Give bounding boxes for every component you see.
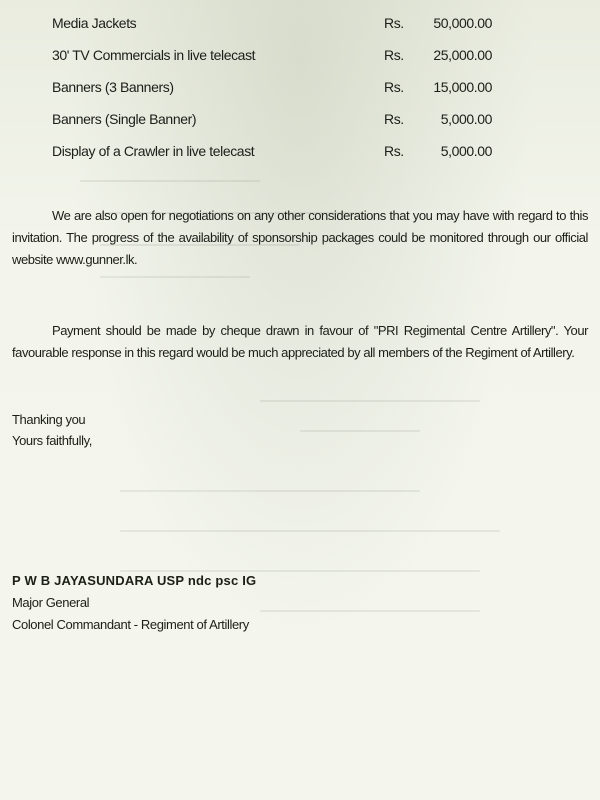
package-name: 30' TV Commercials in live telecast: [52, 47, 256, 63]
package-amount: 15,000.00: [433, 79, 492, 95]
package-name: Media Jackets: [52, 15, 137, 31]
table-row: [52, 71, 492, 103]
package-amount: 25,000.00: [433, 47, 492, 63]
closing-thanks: Thanking you: [12, 412, 86, 427]
signatory-name: P W B JAYASUNDARA USP ndc psc IG: [12, 573, 257, 588]
package-amount: 5,000.00: [440, 143, 492, 159]
table-row: [52, 135, 492, 167]
sponsorship-price-table: [52, 7, 492, 167]
table-row: [52, 7, 492, 39]
currency-label: Rs.: [384, 15, 404, 31]
package-amount: 50,000.00: [433, 15, 492, 31]
table-row: [52, 103, 492, 135]
signatory-rank: Major General: [12, 595, 90, 610]
package-name: Display of a Crawler in live telecast: [52, 143, 255, 159]
currency-label: Rs.: [384, 47, 404, 63]
closing-block: [12, 409, 92, 451]
package-amount: 5,000.00: [440, 111, 492, 127]
negotiation-paragraph: We are also open for negotiations on any other considerations that you may have with regard to this invitation. The progress of the availability of sponsorship packages could be monitored through our official website www.gunner.lk.: [12, 208, 588, 267]
package-name: Banners (Single Banner): [52, 111, 197, 127]
currency-label: Rs.: [384, 111, 404, 127]
signatory-title: Colonel Commandant - Regiment of Artillery: [12, 617, 249, 632]
package-name: Banners (3 Banners): [52, 79, 174, 95]
closing-salutation: Yours faithfully,: [12, 433, 92, 448]
currency-label: Rs.: [384, 79, 404, 95]
currency-label: Rs.: [384, 143, 404, 159]
table-row: [52, 39, 492, 71]
payment-paragraph: Payment should be made by cheque drawn in favour of "PRI Regimental Centre Artillery". Your favourable response in this regard would be much appreciated by all members of the Regiment of Artillery.: [12, 323, 588, 360]
signature-block: [12, 570, 256, 636]
